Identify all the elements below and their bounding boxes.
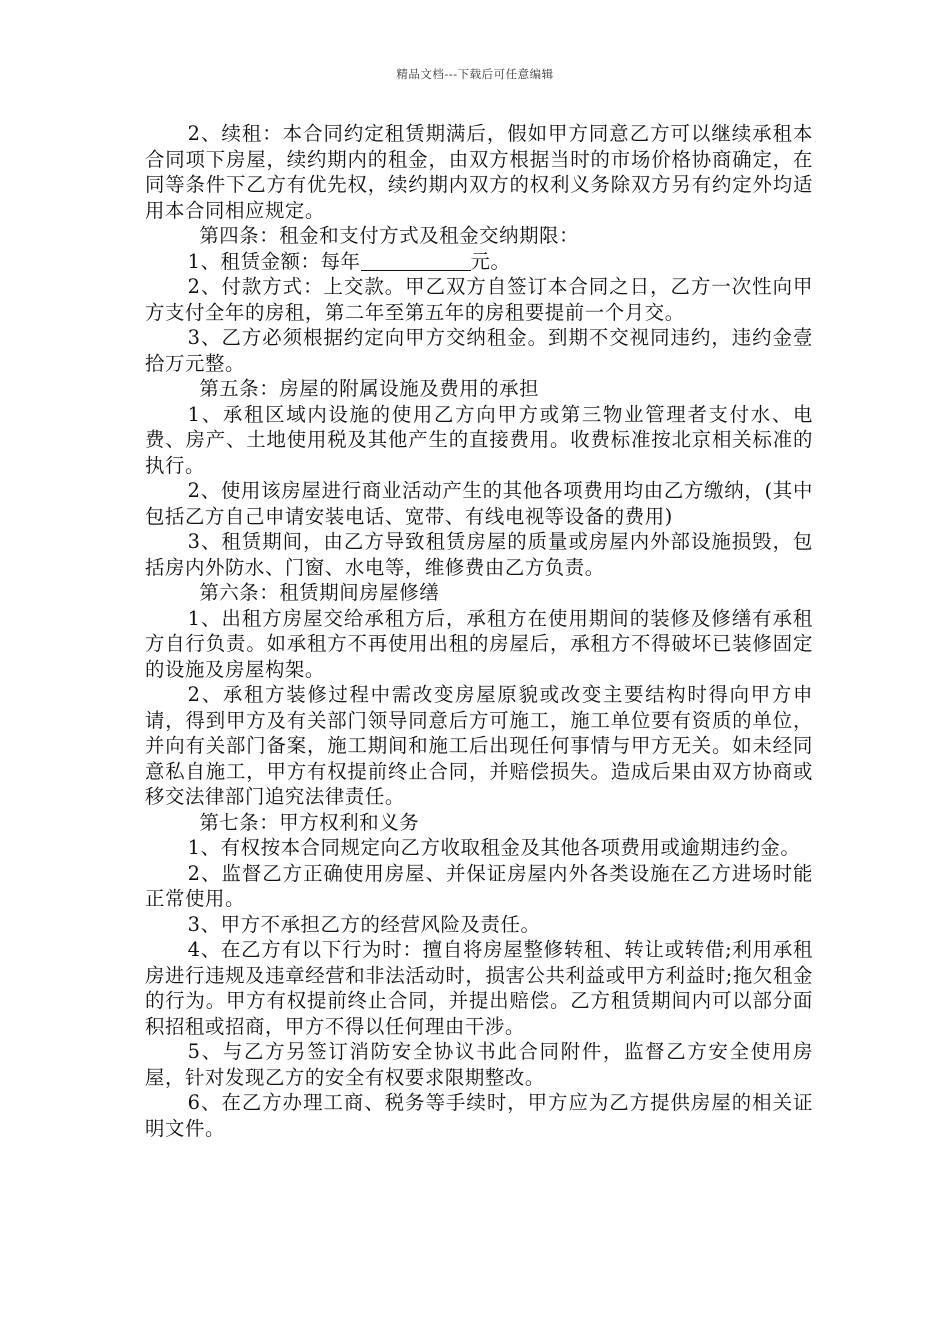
paragraph-no-business-risk: 3、甲方不承担乙方的经营风险及责任。	[187, 912, 541, 936]
page-header-note: 精品文档---下载后可任意编辑	[396, 67, 554, 81]
paragraph-renovation-responsibility: 1、出租方房屋交给承租方后，承租方在使用期间的装修及修缮有承租方自行负责。如承租方不再使用出租的房屋后，承租方不得破坏已装修固定的设施及房屋构架。	[145, 606, 813, 681]
paragraph-payment-method: 2、付款方式：上交款。甲乙双方自签订本合同之日，乙方一次性向甲方支付全年的房租，第二年至第五年的房租要提前一个月交。	[145, 275, 813, 324]
section-heading-5: 第五条：房屋的附属设施及费用的承担	[199, 377, 540, 400]
rent-amount-label: 1、租赁金额：每年	[187, 249, 361, 273]
paragraph-rent-payment: 3、乙方必须根据约定向甲方交纳租金。到期不交视同违约，违约金壹拾万元整。	[145, 326, 813, 375]
paragraph-commercial-fees: 2、使用该房屋进行商业活动产生的其他各项费用均由乙方缴纳，(其中包括乙方自己申请安装电话、宽带、有线电视等设备的费用)	[145, 479, 813, 528]
paragraph-facility-fees: 1、承租区域内设施的使用乙方向甲方或第三物业管理者支付水、电费、房产、土地使用税及其他产生的直接费用。收费标准按北京相关标准的执行。	[145, 402, 813, 477]
section-heading-6: 第六条：租赁期间房屋修缮	[199, 581, 440, 604]
rent-amount-blank	[361, 252, 471, 271]
contract-body	[145, 121, 813, 1141]
paragraph-termination-rights: 4、在乙方有以下行为时：擅自将房屋整修转租、转让或转借;利用承租房进行违规及违章经营和非法活动时，损害公共利益或甲方利益时;拖欠租金的行为。甲方有权提前终止合同，并提出赔偿。乙方租赁期间内可以部分面积招租或招商，甲方不得以任何理由干涉。	[145, 938, 813, 1038]
section-heading-4: 第四条：租金和支付方式及租金交纳期限：	[199, 224, 580, 247]
paragraph-renewal: 2、续租：本合同约定租赁期满后，假如甲方同意乙方可以继续承租本合同项下房屋，续约期内的租金，由双方根据当时的市场价格协商确定，在同等条件下乙方有优先权，续约期内双方的权利义务除双方另有约定外均适用本合同相应规定。	[145, 122, 813, 222]
paragraph-collect-rent: 1、有权按本合同规定向乙方收取租金及其他各项费用或逾期违约金。	[187, 836, 801, 859]
paragraph-rent-amount	[145, 249, 813, 275]
paragraph-fire-safety: 5、与乙方另签订消防安全协议书此合同附件，监督乙方安全使用房屋，针对发现乙方的安全有权要求限期整改。	[145, 1040, 813, 1089]
paragraph-structural-changes: 2、承租方装修过程中需改变房屋原貌或改变主要结构时得向甲方申请，得到甲方及有关部门领导同意后方可施工，施工单位要有资质的单位，并向有关部门备案，施工期间和施工后出现任何事情与甲方无关。如未经同意私自施工，甲方有权提前终止合同，并赔偿损失。造成后果由双方协商或移交法律部门追究法律责任。	[145, 683, 813, 808]
rent-amount-unit: 元。	[470, 249, 511, 273]
section-heading-7: 第七条：甲方权利和义务	[199, 810, 420, 834]
paragraph-supervise-use: 2、监督乙方正确使用房屋、并保证房屋内外各类设施在乙方进场时能正常使用。	[145, 861, 813, 910]
paragraph-damage-repair: 3、租赁期间，由乙方导致租赁房屋的质量或房屋内外部设施损毁，包括房内外防水、门窗、水电等，维修费由乙方负责。	[145, 530, 813, 579]
paragraph-certificates: 6、在乙方办理工商、税务等手续时，甲方应为乙方提供房屋的相关证明文件。	[145, 1091, 813, 1140]
